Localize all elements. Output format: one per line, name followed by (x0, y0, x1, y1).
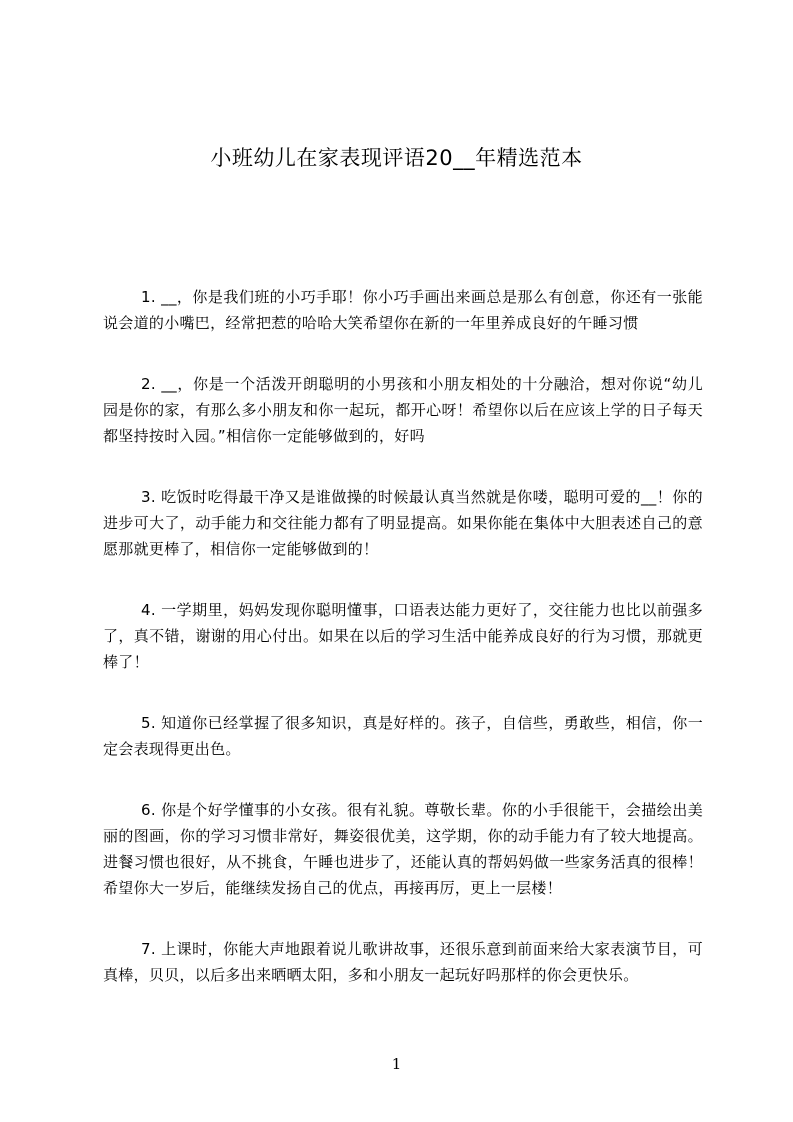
comment-paragraph-4: 4. 一学期里，妈妈发现你聪明懂事，口语表达能力更好了，交往能力也比以前强多了，真不错，谢谢的用心付出。如果在以后的学习生活中能养成良好的行为习惯，那就更棒了！ (103, 601, 703, 671)
document-title: 小班幼儿在家表现评语20__年精选范本 (210, 146, 583, 170)
document-body (103, 284, 703, 1023)
comment-paragraph-1: 1. __，你是我们班的小巧手耶！你小巧手画出来画总是那么有创意，你还有一张能说会道的小嘴巴，经常把惹的哈哈大笑希望你在新的一年里养成良好的午睡习惯 (103, 288, 703, 332)
comment-paragraph-3: 3. 吃饭时吃得最干净又是谁做操的时候最认真当然就是你喽，聪明可爱的__！你的进步可大了，动手能力和交往能力都有了明显提高。如果你能在集体中大胆表述自己的意愿那就更棒了，相信你一定能够做到的！ (103, 488, 703, 558)
page-number: 1 (391, 1055, 402, 1073)
comment-paragraph-2: 2. __，你是一个活泼开朗聪明的小男孩和小朋友相处的十分融洽，想对你说“幼儿园是你的家，有那么多小朋友和你一起玩，都开心呀！希望你以后在应该上学的日子每天都坚持按时入园。”相信你一定能够做到的，好吗 (103, 375, 703, 445)
comment-paragraph-7: 7. 上课时，你能大声地跟着说儿歌讲故事，还很乐意到前面来给大家表演节目，可真棒，贝贝，以后多出来晒晒太阳，多和小朋友一起玩好吗那样的你会更快乐。 (103, 940, 703, 984)
comment-paragraph-5: 5. 知道你已经掌握了很多知识，真是好样的。孩子，自信些，勇敢些，相信，你一定会表现得更出色。 (103, 714, 703, 758)
comment-paragraph-6: 6. 你是个好学懂事的小女孩。很有礼貌。尊敬长辈。你的小手很能干，会描绘出美丽的图画，你的学习习惯非常好，舞姿很优美，这学期，你的动手能力有了较大地提高。进餐习惯也很好，从不挑食，午睡也进步了，还能认真的帮妈妈做一些家务活真的很棒！希望你大一岁后，能继续发扬自己的优点，再接再厉，更上一层楼！ (103, 801, 703, 897)
